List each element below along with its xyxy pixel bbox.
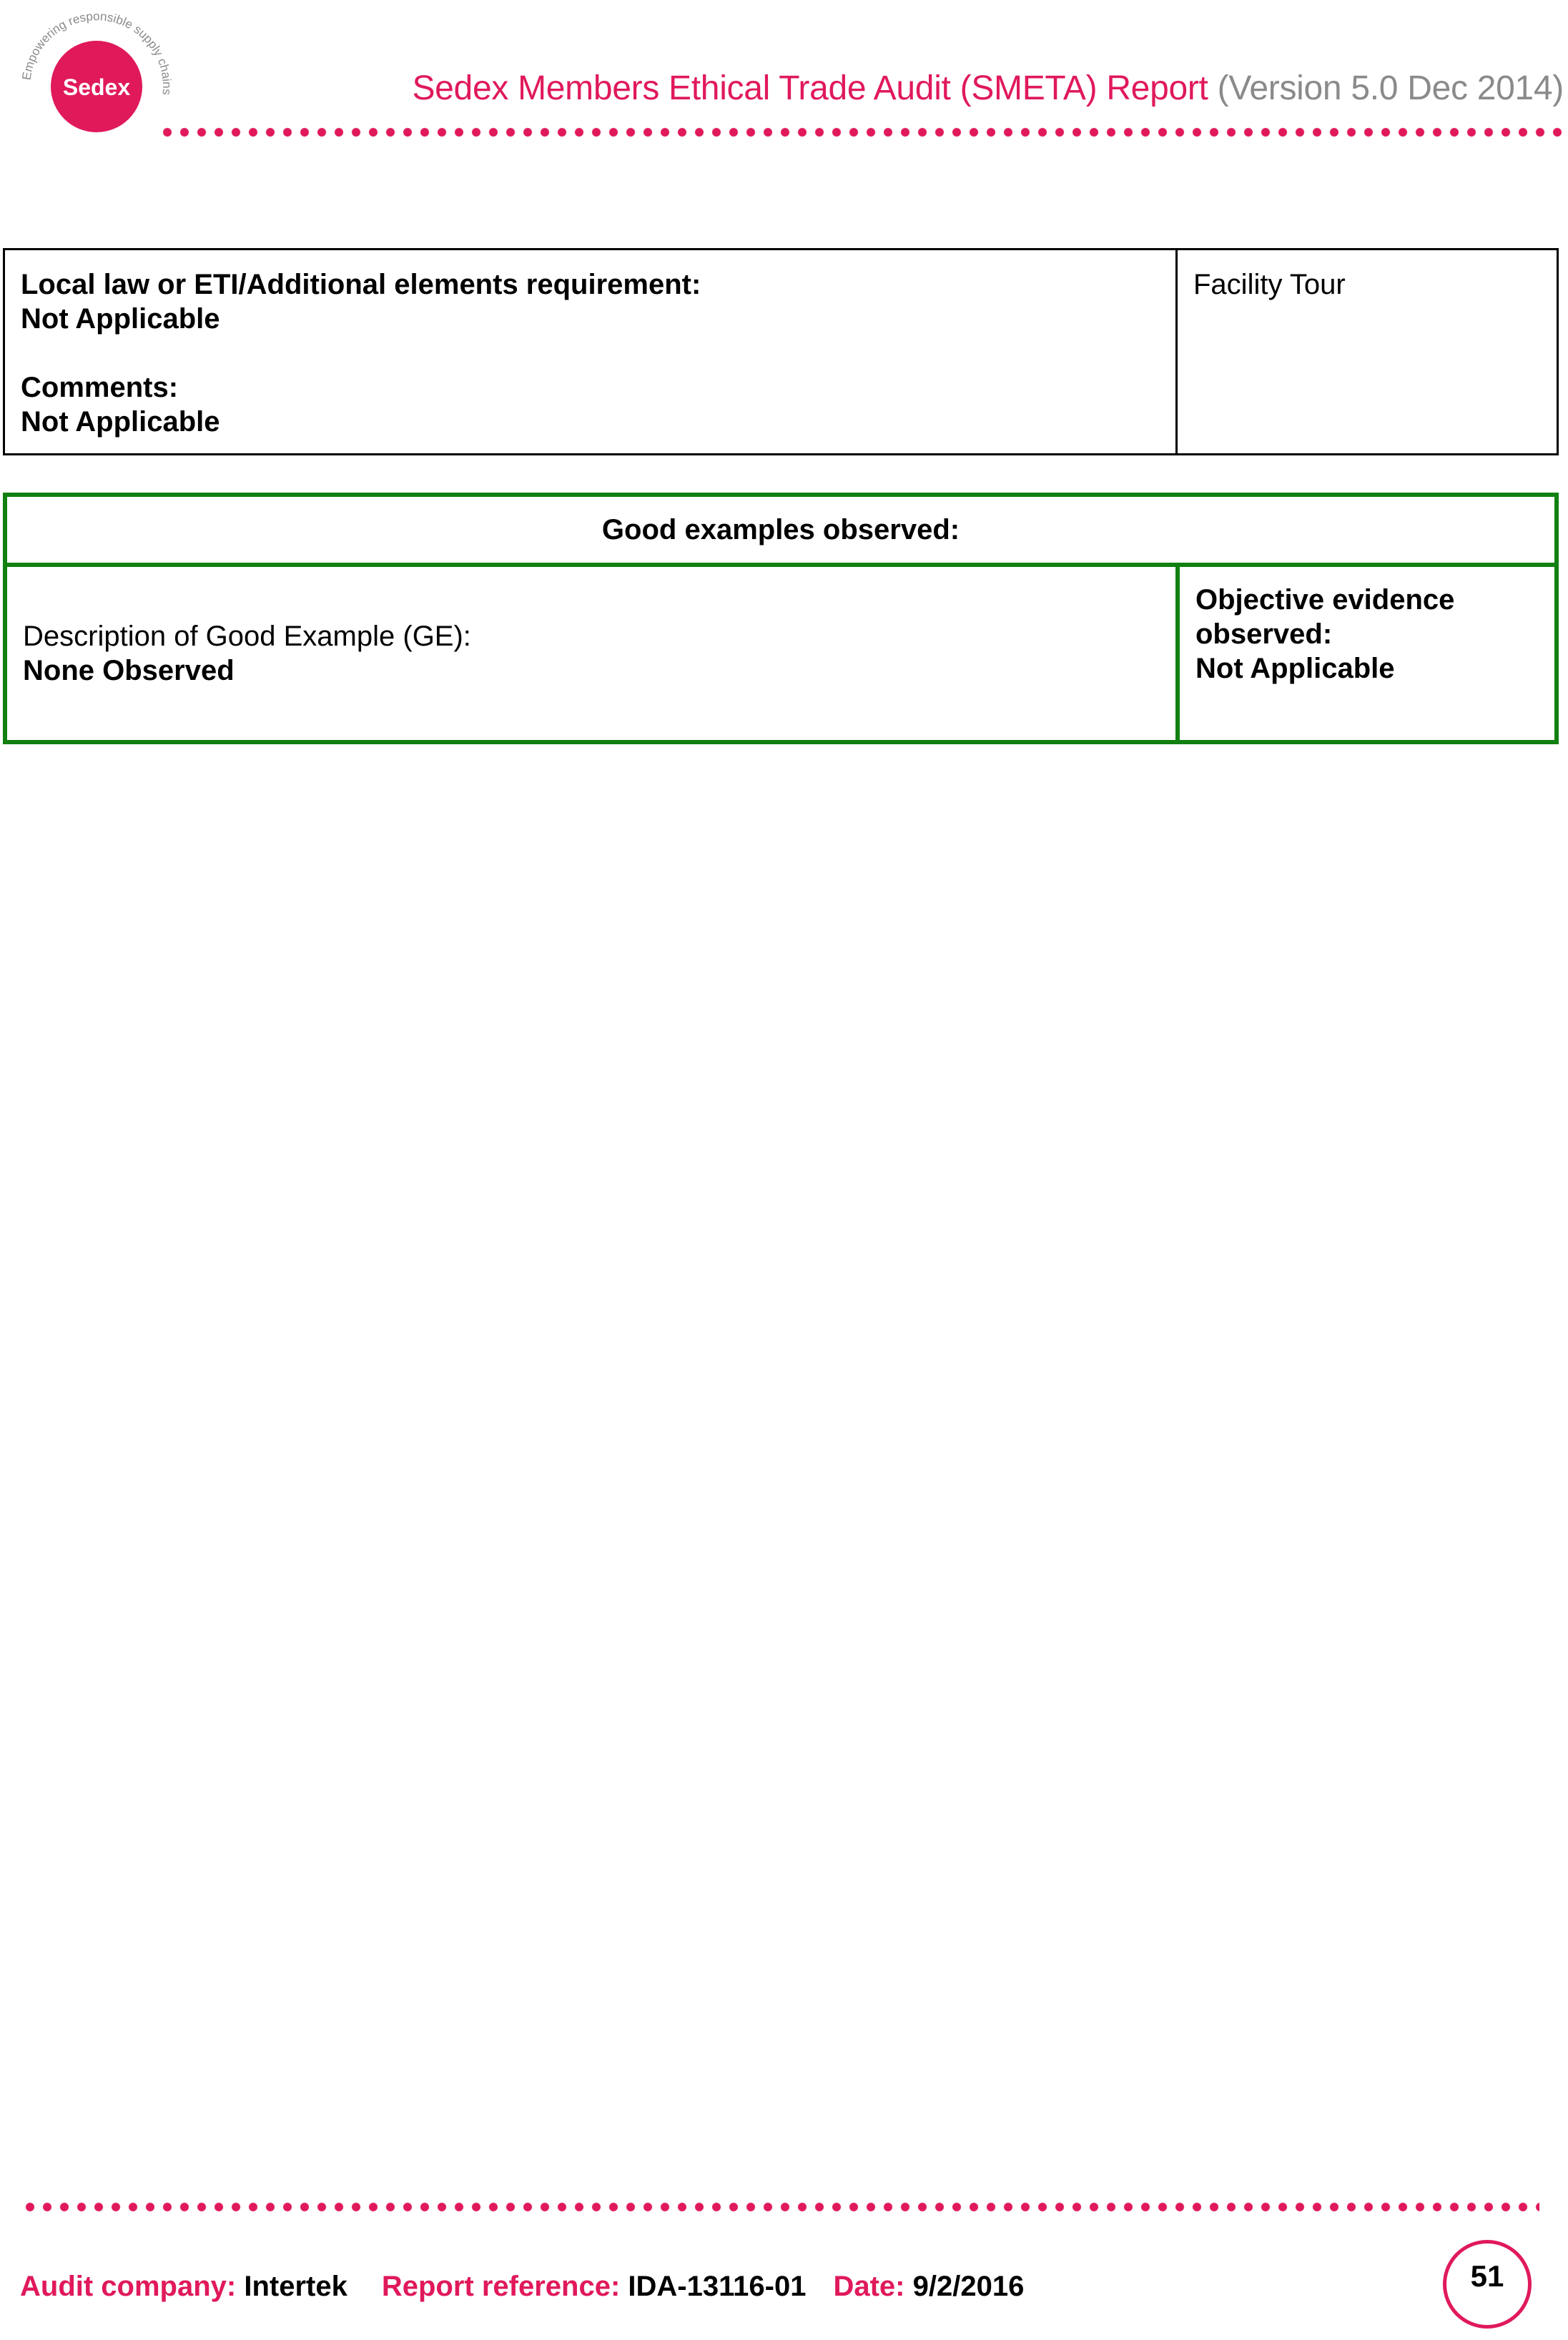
good-examples-heading: Good examples observed: (7, 497, 1554, 567)
audit-company-label: Audit company: (20, 2271, 237, 2302)
requirements-table (3, 248, 1559, 455)
comments-value: Not Applicable (21, 406, 220, 438)
date-value: 9/2/2016 (912, 2271, 1025, 2302)
date-label: Date: (833, 2271, 905, 2302)
footer-info (20, 2271, 1024, 2303)
evidence-source-cell (1178, 250, 1557, 453)
report-title (412, 69, 1564, 108)
footer-dotted-divider (21, 2202, 1539, 2212)
comments-label: Comments: (21, 372, 179, 403)
audit-company-value: Intertek (244, 2271, 347, 2302)
report-title-version: (Version 5.0 Dec 2014) (1217, 69, 1564, 107)
logo-tagline: Empowering responsible supply chains (19, 9, 174, 96)
good-example-evidence-cell (1180, 567, 1554, 740)
good-examples-table (3, 493, 1559, 744)
report-title-main: Sedex Members Ethical Trade Audit (SMETA) Report (412, 69, 1208, 107)
header-dotted-divider (159, 127, 1564, 137)
requirement-value: Not Applicable (21, 303, 220, 335)
requirements-cell (5, 250, 1178, 453)
report-reference-label: Report reference: (381, 2271, 621, 2302)
logo-wordmark: Sedex (62, 74, 131, 100)
requirement-label: Local law or ETI/Additional elements requirement: (21, 269, 701, 300)
good-example-description-value: None Observed (23, 655, 235, 686)
good-example-evidence-label: Objective evidence observed: (1195, 584, 1455, 650)
page-number-badge (1443, 2240, 1532, 2329)
evidence-source-value: Facility Tour (1193, 269, 1346, 300)
good-examples-row (7, 567, 1554, 740)
good-example-description-cell (7, 567, 1180, 740)
good-example-description-label: Description of Good Example (GE): (23, 621, 471, 652)
good-example-evidence-value: Not Applicable (1195, 653, 1395, 684)
sedex-logo (14, 4, 179, 169)
page-number: 51 (1470, 2259, 1504, 2293)
report-reference-value: IDA-13116-01 (628, 2271, 807, 2302)
